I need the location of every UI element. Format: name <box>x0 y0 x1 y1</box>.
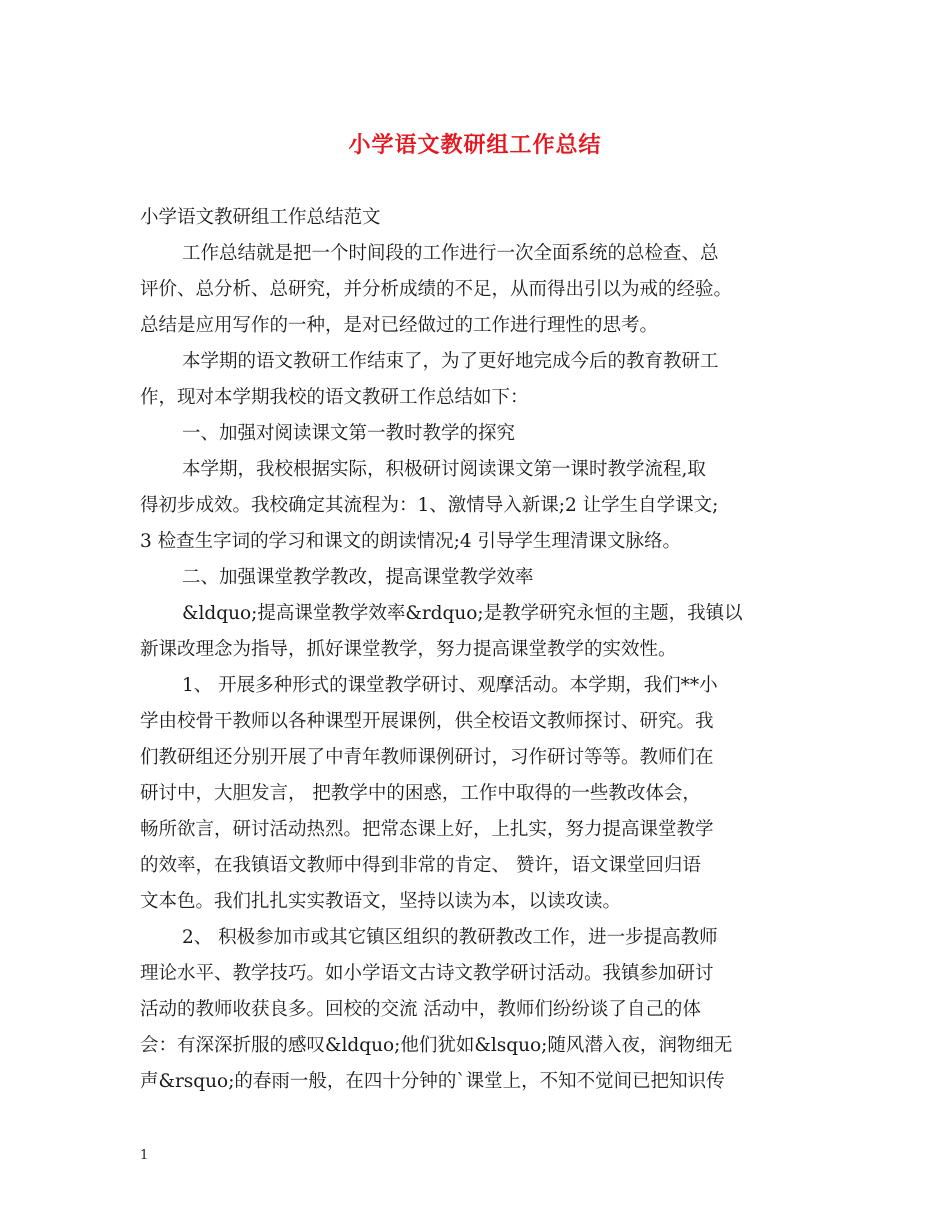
text-line: 2、 积极参加市或其它镇区组织的教研教改工作，进一步提高教师 <box>182 927 718 948</box>
text-line: 学由校骨干教师以各种课型开展课例，供全校语文教师探讨、研究。我 <box>140 711 714 732</box>
section-heading: 一、加强对阅读课文第一教时教学的探究 <box>182 423 516 444</box>
text-line: &ldquo;提高课堂教学效率&rdquo;是教学研究永恒的主题，我镇以 <box>182 603 743 624</box>
text-line: 活动的教师收获良多。回校的交流 活动中，教师们纷纷谈了自己的体 <box>140 999 701 1020</box>
text-line: 本学期的语文教研工作结束了，为了更好地完成今后的教育教研工 <box>182 351 719 372</box>
document-title: 小学语文教研组工作总结 <box>348 132 602 158</box>
page-number: 1 <box>140 1148 149 1163</box>
text-line: 作，现对本学期我校的语文教研工作总结如下： <box>140 387 529 408</box>
text-line: 文本色。我们扎扎实实教语文，坚持以读为本，以读攻读。 <box>140 891 622 912</box>
text-line: 3 检查生字词的学习和课文的朗读情况;4 引导学生理清课文脉络。 <box>140 531 682 552</box>
text-line: 畅所欲言，研讨活动热烈。把常态课上好，上扎实，努力提高课堂教学 <box>140 819 714 840</box>
text-line: 1、 开展多种形式的课堂教学研讨、观摩活动。本学期，我们**小 <box>182 675 718 696</box>
text-line: 声&rsquo;的春雨一般，在四十分钟的`课堂上，不知不觉间已把知识传 <box>140 1071 725 1092</box>
text-line: 小学语文教研组工作总结范文 <box>140 207 381 228</box>
section-heading: 二、加强课堂教学教改，提高课堂教学效率 <box>182 567 534 588</box>
document-body <box>140 200 830 1100</box>
text-line: 会：有深深折服的感叹&ldquo;他们犹如&lsquo;随风潜入夜，润物细无 <box>140 1035 733 1056</box>
text-line: 新课改理念为指导，抓好课堂教学，努力提高课堂教学的实效性。 <box>140 639 677 660</box>
text-line: 理论水平、教学技巧。如小学语文古诗文教学研讨活动。我镇参加研讨 <box>140 963 714 984</box>
text-line: 工作总结就是把一个时间段的工作进行一次全面系统的总检查、总 <box>182 243 719 264</box>
text-line: 研讨中，大胆发言， 把教学中的困惑，工作中取得的一些教改体会， <box>140 783 701 804</box>
text-line: 总结是应用写作的一种，是对已经做过的工作进行理性的思考。 <box>140 315 659 336</box>
text-line: 的效率，在我镇语文教师中得到非常的肯定、 赞许，语文课堂回归语 <box>140 855 701 876</box>
text-line: 本学期，我校根据实际，积极研讨阅读课文第一课时教学流程,取 <box>182 459 706 480</box>
text-line: 评价、总分析、总研究，并分析成绩的不足，从而得出引以为戒的经验。 <box>140 279 733 300</box>
text-line: 们教研组还分别开展了中青年教师课例研讨，习作研讨等等。教师们在 <box>140 747 714 768</box>
text-line: 得初步成效。我校确定其流程为：1、激情导入新课;2 让学生自学课文; <box>140 495 719 516</box>
